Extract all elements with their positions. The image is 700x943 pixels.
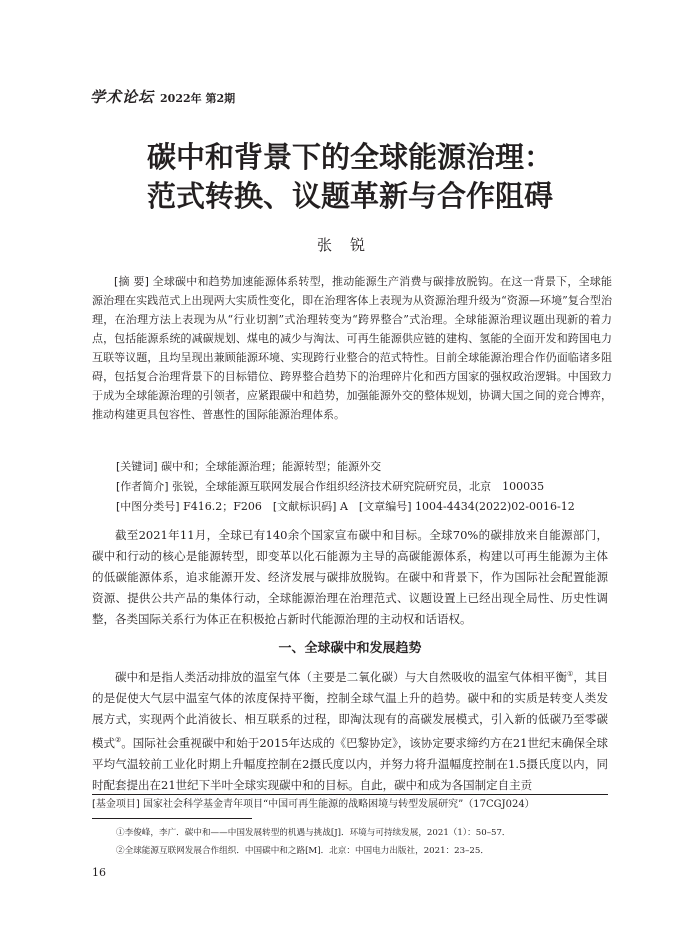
abstract-label: [摘 要] [114,275,149,288]
funding-note [92,797,535,813]
para-text-3: 。国际社会重视碳中和始于2015年达成的《巴黎协定》，该协定要求缔约方在21世纪末确保全球平均气温较前工业化时期上升幅度控制在2摄氏度以内，并努力将升温幅度控制在1.5摄氏度以内，同时配套提出在21世纪下半叶全球实现碳中和的目标。自此，碳中和成为各国制定自主贡 [92,735,609,792]
footnote-2: ②全球能源互联网发展合作组织．中国碳中和之路[M]．北京：中国电力出版社，2021：23–25． [116,846,489,856]
journal-header [90,86,235,107]
author-info-label: [作者简介] [116,480,169,493]
footnote-1: ①李俊峰，李广．碳中和——中国发展转型的机遇与挑战[J]．环境与可持续发展，2021（1）：50–57． [116,828,511,838]
author-info-text: 张锐，全球能源互联网发展合作组织经济技术研究院研究员，北京 100035 [172,480,545,493]
article-title-line1: 碳中和背景下的全球能源治理： [146,140,553,174]
clc-value: F416.2；F206 [183,500,262,513]
article-number-label: [文章编号] [358,500,412,513]
intro-paragraph: 截至2021年11月，全球已有140余个国家宣布碳中和目标。全球70%的碳排放来自能源部门，碳中和行动的核心是能源转型，即变革以化石能源为主导的高碳能源体系，构建以可再生能源为主体的低碳能源体系，追求能源开发、经济发展与碳排放脱钩。在碳中和背景下，作为国际社会配置能源资源、提供公共产品的集体行动，全球能源治理在治理范式、议题设置上已经出现全局性、历史性调整，各类国际关系行为体正在积极抢占新时代能源治理的主动权和话语权。 [92,528,608,626]
keywords [116,457,381,476]
abstract-text: 全球碳中和趋势加速能源体系转型，推动能源生产消费与碳排放脱钩。在这一背景下，全球能源治理在实践范式上出现两大实质性变化，即在治理客体上表现为从资源治理升级为“资源—环境”复合型治理，在治理方法上表现为从“行业切割”式治理转变为“跨界整合”式治理。全球能源治理议题出现新的着力点，包括能源系统的减碳规划、煤电的减少与淘汰、可再生能源供应链的建构、氢能的全面开发和跨国电力互联等议题，且均呈现出兼顾能源环境、实现跨行业整合的范式特性。目前全球能源治理合作仍面临诸多阻碍，包括复合治理背景下的目标错位、跨界整合趋势下的治理碎片化和西方国家的强权政治逻辑。中国致力于成为全球能源治理的引领者，应紧跟碳中和趋势，加强能源外交的整体规划，协调大国之间的竞合博弈，推动构建更具包容性、普惠性的国际能源治理体系。 [92,275,612,421]
footnote-divider [92,818,252,819]
footnote-ref-2[interactable]: ② [115,735,122,744]
issue-label: 2022年 第2期 [160,92,236,105]
journal-logo: 学术论坛 [90,88,155,106]
funding-divider [92,794,608,795]
page-number: 16 [92,866,106,879]
keywords-label: [关键词] [116,460,158,473]
article-title-line2: 范式转换、议题革新与合作阻碍 [146,179,553,213]
para-text-2: ，其目的是促使大气层中温室气体的浓度保持平衡，控制全球气温上升的趋势。碳中和的实质是转变人类发展方式，实现两个此消彼长、相互联系的过程，即淘汰现有的高碳发展模式，引入新的低碳乃至零碳模式 [92,669,609,750]
clc-label: [中图分类号] [116,500,180,513]
section-heading: 一、全球碳中和发展趋势 [278,641,422,656]
funding-text: 国家社会科学基金青年项目“中国可再生能源的战略困境与转型发展研究”（17CGJ024） [143,799,535,810]
author-info [116,477,544,496]
funding-label: [基金项目] [92,799,140,810]
doc-code-value: A [339,500,348,513]
keywords-text: 碳中和；全球能源治理；能源转型；能源外交 [161,460,382,473]
section1-paragraph [92,664,608,796]
para-text-1: 碳中和是指人类活动排放的温室气体（主要是二氧化碳）与大自然吸收的温室气体相平衡 [115,669,567,684]
footnote-ref-1[interactable]: ① [566,670,574,678]
author-name: 张锐 [316,236,383,254]
article-number-value: 1004-4434(2022)02-0016-12 [415,500,575,513]
doc-code-label: [文献标识码] [272,500,337,513]
classification-line [116,497,575,516]
abstract [92,272,612,424]
